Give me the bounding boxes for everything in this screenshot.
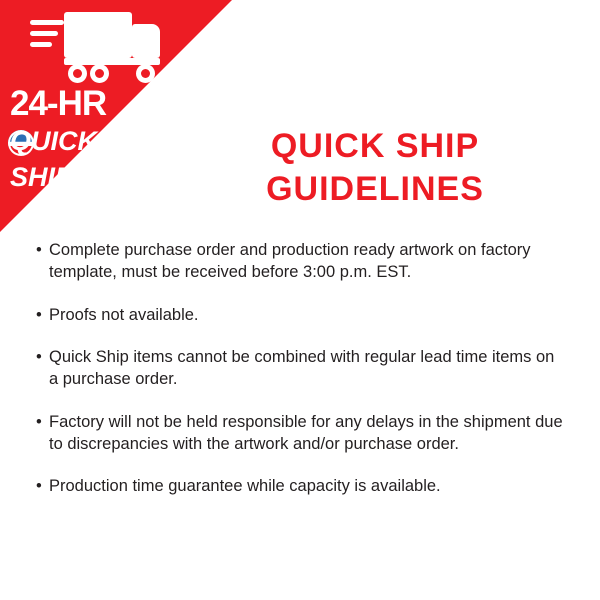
bullet-marker: •: [36, 477, 42, 496]
page-title: [170, 125, 580, 210]
bullet-marker: •: [36, 348, 42, 367]
list-item: [36, 347, 566, 391]
list-item: [36, 305, 566, 327]
bullet-marker: •: [36, 305, 42, 324]
page-title-line-2: GUIDELINES: [266, 169, 484, 208]
speed-lines-icon: [30, 20, 64, 53]
list-item: [36, 240, 566, 284]
bullet-text: Production time guarantee while capacity is available.: [49, 477, 441, 496]
bullet-text: Proofs not available.: [49, 305, 199, 324]
badge-ship-label: SHIP: [10, 162, 74, 192]
page-title-line-1: QUICK SHIP: [270, 127, 480, 165]
bullet-text: Complete purchase order and production ready artwork on factory template, must be received before 3:00 p.m. EST.: [49, 241, 531, 281]
list-item: [36, 412, 566, 456]
delivery-truck-icon: [30, 10, 160, 85]
badge-quick-label: QUICK: [10, 126, 97, 156]
bullet-marker: •: [36, 412, 42, 431]
bullet-text: Factory will not be held responsible for any delays in the shipment due to discrepancies with the artwork and/or purchase order.: [49, 412, 563, 453]
badge-hours-label: 24-HR: [10, 84, 107, 123]
bullet-marker: •: [36, 241, 42, 259]
bullet-text: Quick Ship items cannot be combined with regular lead time items on a purchase order.: [49, 348, 555, 389]
list-item: [36, 476, 566, 498]
guidelines-list: [36, 240, 566, 519]
